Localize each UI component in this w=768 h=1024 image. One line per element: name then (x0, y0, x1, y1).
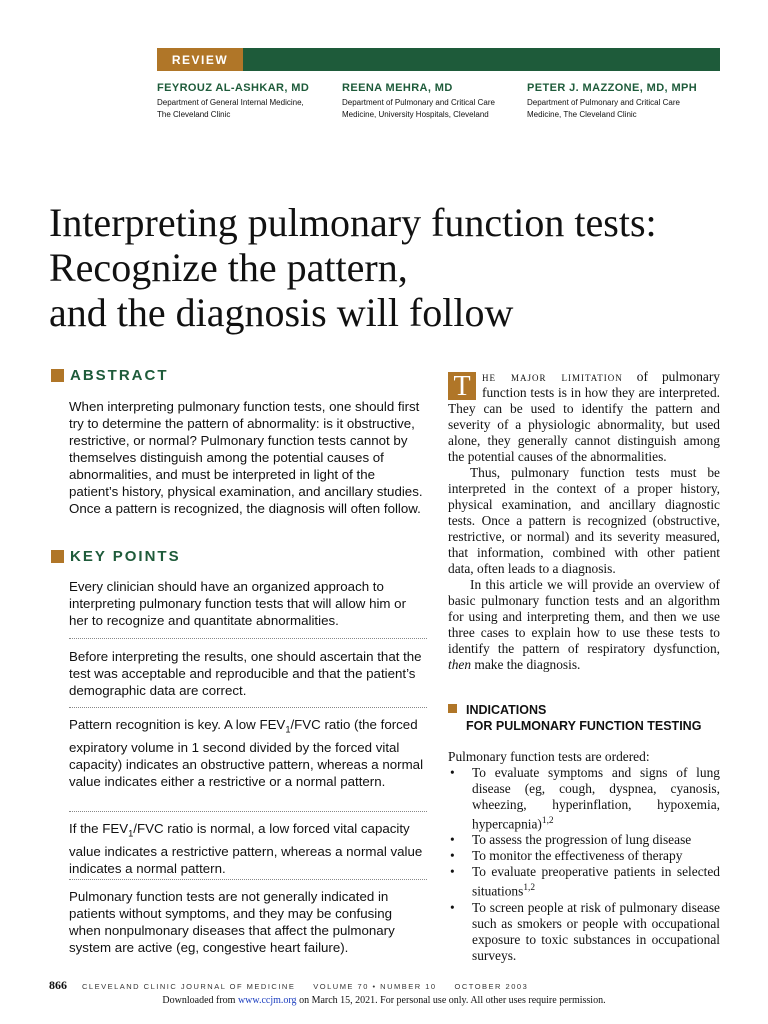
author-affiliation (342, 97, 522, 120)
body-paragraph: Thus, pulmonary function tests must be interpreted in the context of a proper history, physical examination, and ancillary diagnostic tests. Once a pattern is recognized (obstructive, restrictive, or normal) and its severity measured, that information, combined with other patient data, often leads to a diagnosis. (448, 465, 720, 576)
key-point: If the $FEV_1$/FVC ratio is normal, a low forced vital capacity value indicates a restrictive pattern, whereas a normal value indicates a normal pattern. (69, 821, 423, 876)
author-3 (527, 82, 722, 120)
indications-heading: INDICATIONS FOR PULMONARY FUNCTION TESTING (448, 702, 701, 734)
indications-intro: Pulmonary function tests are ordered: (448, 749, 650, 764)
list-item: • To monitor the effectiveness of therapy (450, 848, 683, 864)
key-point: Pulmonary function tests are not generally indicated in patients without symptoms, and they may be confusing when nonpulmonary diseases that affect the pulmonary system are active (eg, congestive heart failure). (69, 889, 395, 955)
affiliation-line: The Cleveland Clinic (157, 109, 231, 119)
list-item: • To evaluate preoperative patients in selected situations$^{1,2}$ (450, 864, 720, 899)
section-band (157, 48, 720, 71)
title-line: Interpreting pulmonary function tests: (49, 200, 657, 245)
affiliation-line: Department of Pulmonary and Critical Care (527, 98, 680, 107)
review-tag: REVIEW (157, 48, 243, 71)
affiliation-line: Department of Pulmonary and Critical Care (342, 98, 495, 107)
divider (69, 638, 427, 639)
author-name: PETER J. MAZZONE, MD, MPH (527, 82, 698, 94)
author-name: REENA MEHRA, MD (342, 82, 453, 94)
author-1 (157, 82, 337, 120)
running-footer: CLEVELAND CLINIC JOURNAL OF MEDICINE VOLUME 70 • NUMBER 10 OCTOBER 2003 (82, 982, 529, 991)
key-points-heading-label: KEY POINTS (70, 548, 181, 565)
title-line: and the diagnosis will follow (49, 290, 514, 335)
author-name: FEYROUZ AL-ASHKAR, MD (157, 82, 310, 94)
affiliation-line: Medicine, The Cleveland Clinic (527, 109, 637, 119)
section-marker-icon (51, 550, 64, 563)
abstract-heading-label: ABSTRACT (70, 367, 169, 384)
key-point: Before interpreting the results, one should ascertain that the test was acceptable and reproducible and that the patient’s demographic data are correct. (69, 649, 422, 698)
indications-section (448, 749, 720, 964)
list-item: • To assess the progression of lung disease (450, 832, 692, 848)
article-body (448, 369, 720, 673)
drop-cap: T (448, 372, 476, 400)
key-points-heading (51, 548, 181, 565)
indications-list (448, 765, 720, 964)
site-link[interactable]: www.ccjm.org (237, 995, 297, 1006)
divider (69, 811, 427, 812)
list-item: • To screen people at risk of pulmonary disease such as smokers or people with occupational exposure to toxic substances in occupational surveys. (450, 899, 720, 963)
affiliation-line: Medicine, University Hospitals, Cleveland (342, 109, 489, 119)
page-number: 866 (49, 978, 67, 992)
abstract-text: When interpreting pulmonary function tests, one should first try to determine the pattern of abnormality: is it obstructive, restrictive, or normal? Pulmonary function tests cannot by themselves distinguish among the potential causes of abnormalities, and must be interpreted in light of the patient’s history, physical examination, and ancillary studies. Once a pattern is recognized, the diagnosis will often follow. (69, 399, 423, 516)
key-point: Pattern recognition is key. A low $FEV_1$/FVC ratio (the forced expiratory volume in 1 second divided by the forced vital capacity) indicates an obstructive pattern, whereas a normal value indicates either a restrictive or a normal pattern. (69, 717, 424, 789)
affiliation-line: Department of General Internal Medicine, (157, 98, 304, 107)
article-title (49, 200, 749, 335)
section-marker-icon (448, 704, 457, 713)
section-marker-icon (51, 369, 64, 382)
author-2 (342, 82, 522, 120)
download-notice: Downloaded from www.ccjm.org on March 15, 2021. For personal use only. All other uses require permission. (162, 995, 606, 1006)
divider (69, 707, 427, 708)
key-point: Every clinician should have an organized approach to interpreting pulmonary function tests that will allow him or her to recognize and quantitate abnormalities. (69, 579, 407, 628)
body-paragraph: T he major limitation of pulmonary function tests is in how they are interpreted. They can be used to identify the pattern and severity of a physiologic abnormality, but used alone, they generally cannot distinguish among the potential causes of the abnormalities. (448, 369, 720, 464)
list-item: • To evaluate symptoms and signs of lung disease (eg, cough, dyspnea, cyanosis, wheezing, hyperinflation, hypoxemia, hypercapnia)$^{1,2}$ (450, 765, 720, 832)
author-affiliation (157, 97, 337, 120)
divider (69, 879, 427, 880)
title-line: Recognize the pattern, (49, 245, 408, 290)
abstract-heading (51, 367, 169, 384)
author-affiliation (527, 97, 722, 120)
body-paragraph: In this article we will provide an overview of basic pulmonary function tests and an algorithm for using and interpreting them, and then we use three cases to explain how to use these tests to identify the pattern of respiratory dysfunction, then make the diagnosis. (448, 577, 720, 672)
